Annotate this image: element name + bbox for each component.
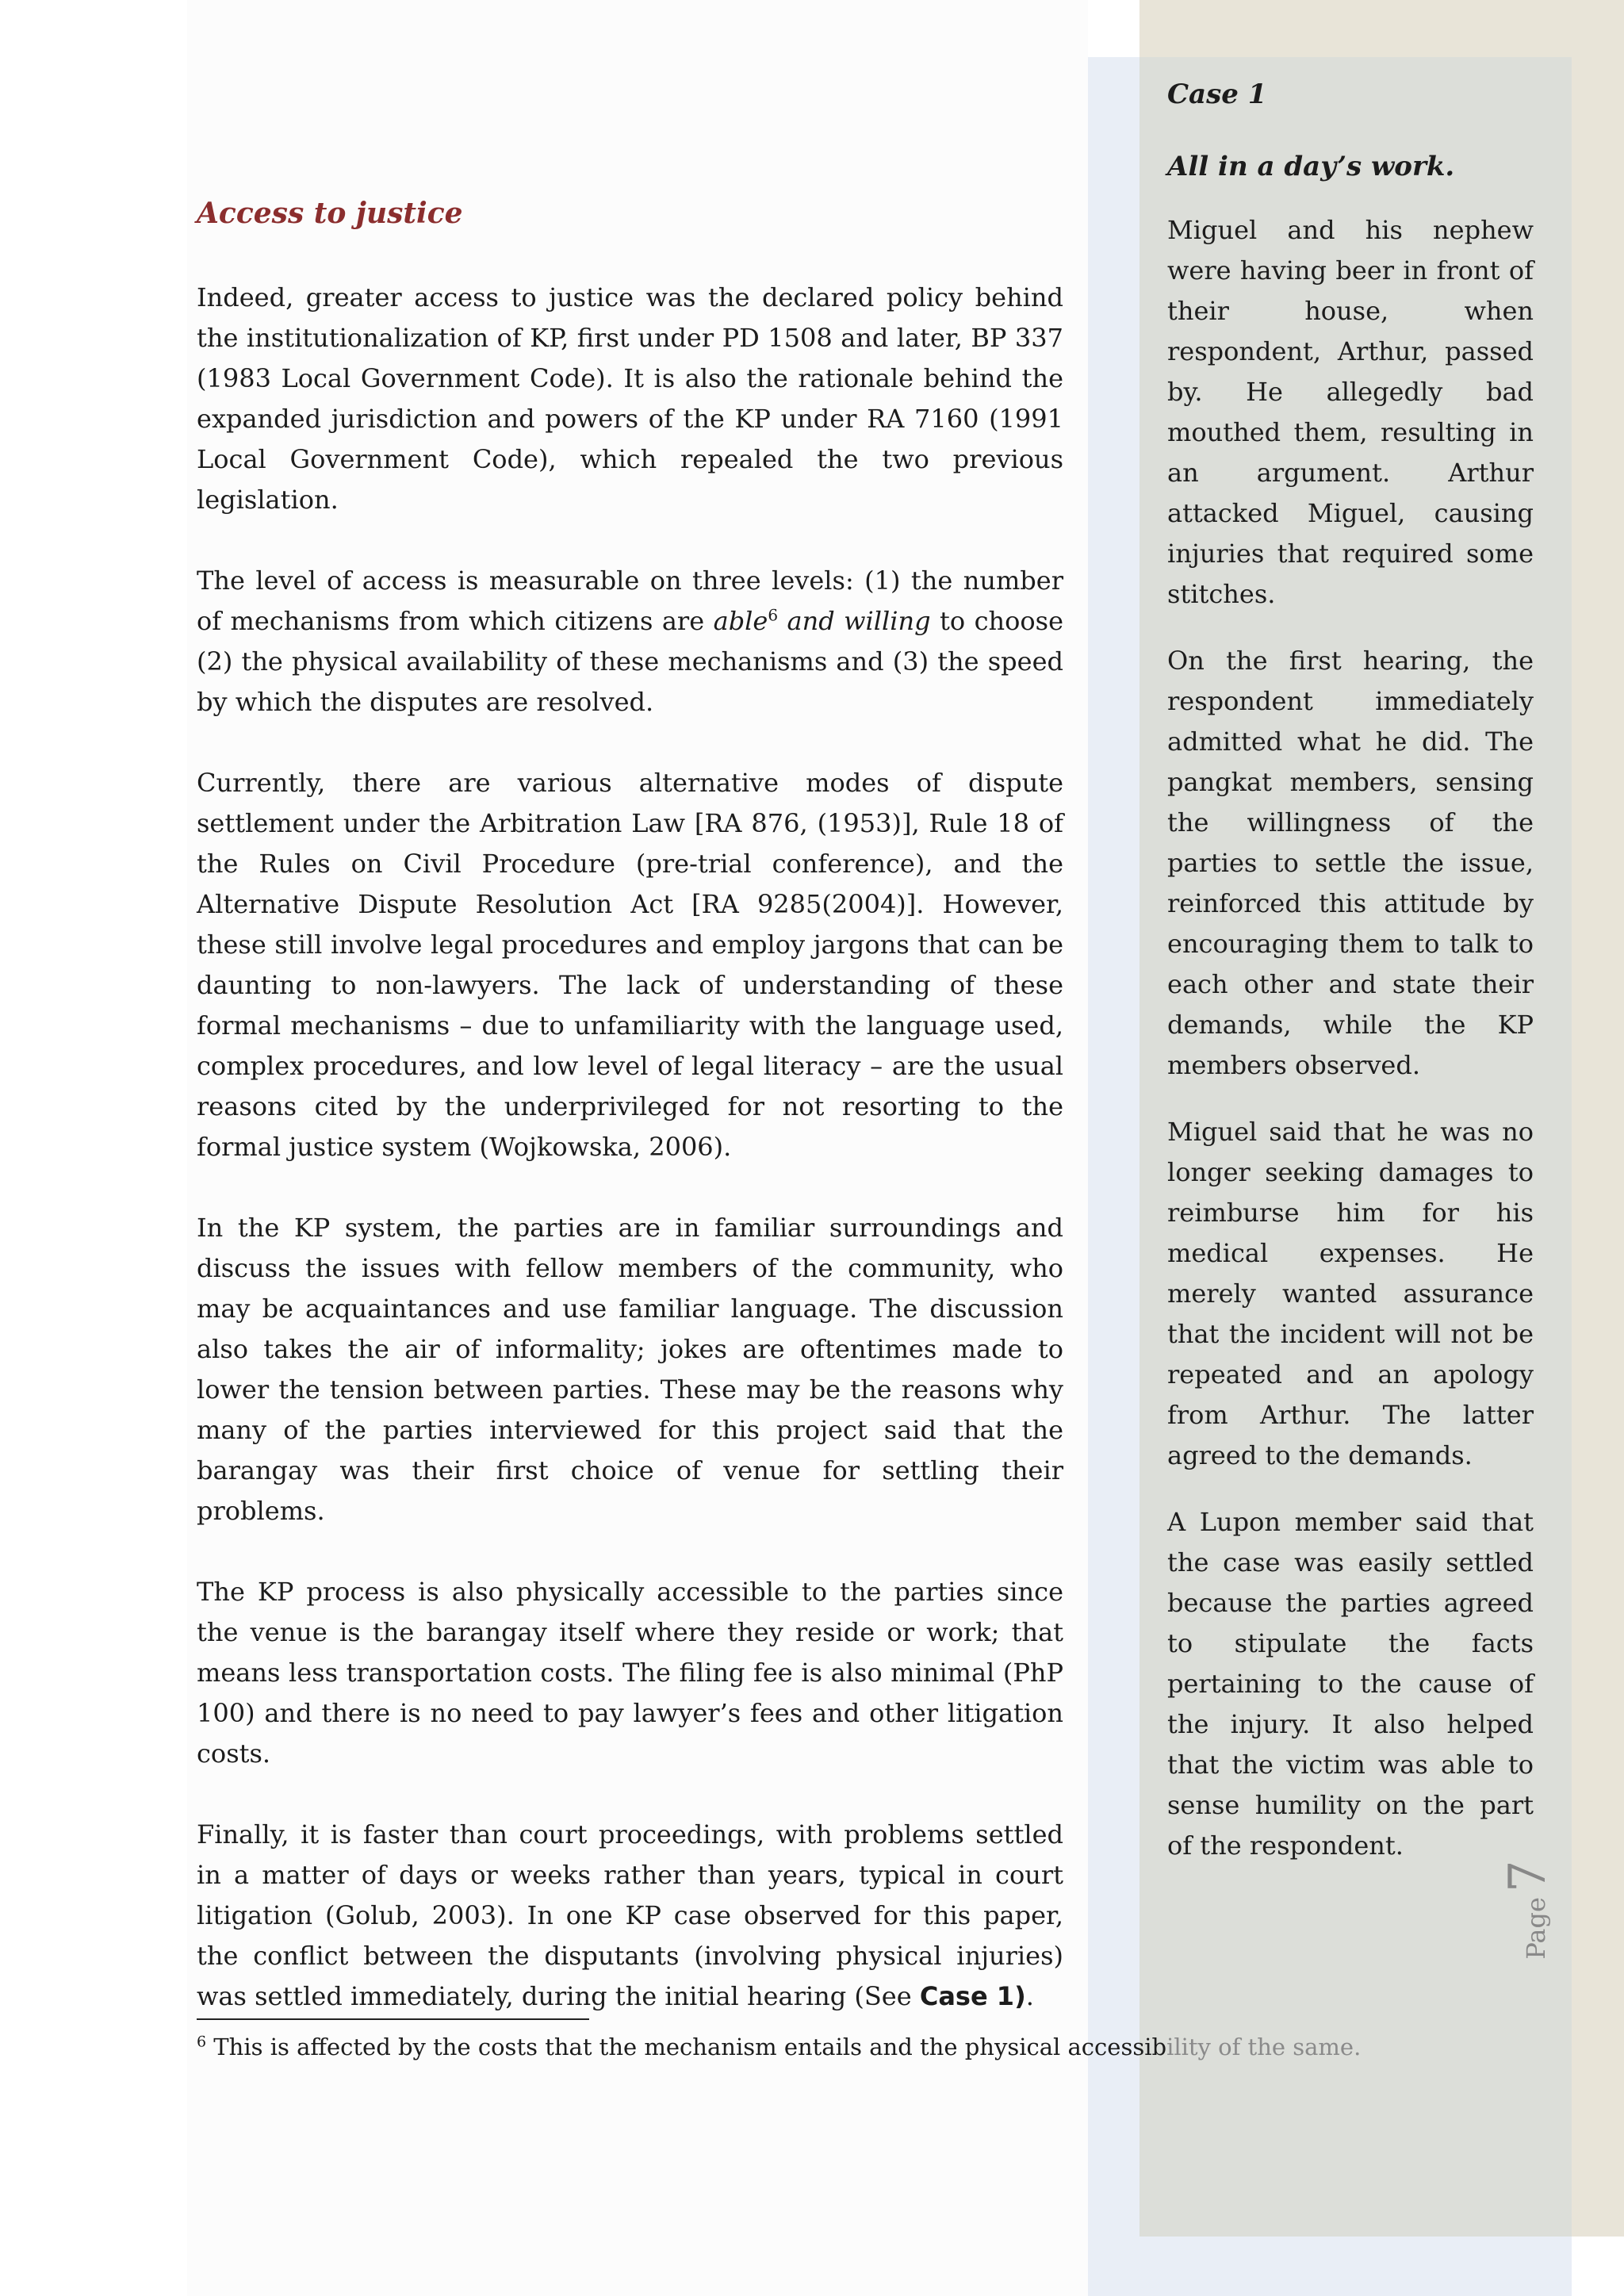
- paragraph-2-italic-willing: and willing: [778, 606, 931, 636]
- case-1-reference: Case 1): [919, 1981, 1026, 2011]
- footnote-divider: [197, 2018, 589, 2020]
- paragraph-3: Currently, there are various alternative modes of dispute settlement under the Arbitration Law [RA 876, (1953)], Rule 18 of the Rules on Civil Procedure (pre-trial conference), and the Alternative Dispute Resolution Act [RA 9285(2004)]. However, these still involve legal procedures and employ jargons that can be daunting to non-lawyers. The lack of understanding of these formal mechanisms – due to unfamiliarity with the language used, complex procedures, and low level of legal literacy – are the usual reasons cited by the underprivileged for not resorting to the formal justice system (Wojkowska, 2006).: [197, 768, 1063, 1162]
- page-number: [1499, 1860, 1594, 1960]
- paragraph-6: [197, 1815, 1063, 2017]
- case-label: Case 1: [1167, 79, 1267, 110]
- case-title: All in a day’s work.: [1167, 151, 1455, 182]
- paragraph-1: Indeed, greater access to justice was the declared policy behind the institutionalization of KP, first under PD 1508 and later, BP 337 (1983 Local Government Code). It is also the rationale behind the expanded jurisdiction and powers of the KP under RA 7160 (1991 Local Government Code), which repealed the two previous legislation.: [197, 282, 1063, 515]
- footnote-marker: 6: [197, 2033, 207, 2051]
- main-column: [197, 195, 1063, 2057]
- sidebar-paragraph-3: Miguel said that he was no longer seeking damages to reimburse him for his medical expenses. He merely wanted assurance that the incident will not be repeated and an apology from Arthur. The latter agreed to the demands.: [1167, 1117, 1534, 1470]
- paragraph-4: In the KP system, the parties are in familiar surroundings and discuss the issues with fellow members of the community, who may be acquaintances and use familiar language. The discussion also takes the air of informality; jokes are oftentimes made to lower the tension between parties. These may be the reasons why many of the parties interviewed for this project said that the barangay was their first choice of venue for settling their problems.: [197, 1213, 1063, 1526]
- sidebar-paragraph-2: On the first hearing, the respondent immediately admitted what he did. The pangkat members, sensing the willingness of the parties to settle the issue, reinforced this attitude by encouraging them to talk to each other and state their demands, while the KP members observed.: [1167, 646, 1534, 1080]
- footnote-text-faded: ility of the same.: [1166, 2033, 1362, 2060]
- section-title: Access to justice: [197, 197, 463, 230]
- sidebar-paragraph-1: Miguel and his nephew were having beer in front of their house, when respondent, Arthur, passed by. He allegedly bad mouthed them, resulting in an argument. Arthur attacked Miguel, causing injuries that required some stitches.: [1167, 215, 1534, 609]
- footnote-reference[interactable]: 6: [768, 605, 779, 625]
- case-sidebar: [1167, 75, 1534, 1892]
- page-number-value: 7: [1499, 1860, 1557, 1893]
- footnote-text: This is affected by the costs that the mechanism entails and the physical accessib: [206, 2033, 1167, 2060]
- paragraph-2-italic-able: able: [713, 606, 768, 636]
- sidebar-paragraph-4: A Lupon member said that the case was easily settled because the parties agreed to stipulate the facts pertaining to the cause of the injury. It also helped that the victim was able to sense humility on the part of the respondent.: [1167, 1507, 1534, 1861]
- paragraph-2-text-b: to choose (2) the physical availability of these mechanisms and (3) the speed by which the disputes are resolved.: [197, 606, 1063, 717]
- paragraph-5: The KP process is also physically accessible to the parties since the venue is the barangay itself where they reside or work; that means less transportation costs. The filing fee is also minimal (PhP 100) and there is no need to pay lawyer’s fees and other litigation costs.: [197, 1577, 1063, 1769]
- paragraph-6-text-a: Finally, it is faster than court proceedings, with problems settled in a matter of days or weeks rather than years, typical in court litigation (Golub, 2003). In one KP case observed for this paper, the conflict between the disputants (involving physical injuries) was settled immediately, during the initial hearing (See: [197, 1819, 1063, 2011]
- paragraph-2-text-a: The level of access is measurable on three levels: (1) the number of mechanisms from which citizens are: [197, 565, 1063, 636]
- paragraph-2: [197, 561, 1063, 723]
- paragraph-6-text-b: .: [1025, 1981, 1034, 2011]
- footnote: [197, 2033, 1361, 2060]
- page-number-label: Page: [1521, 1897, 1551, 1960]
